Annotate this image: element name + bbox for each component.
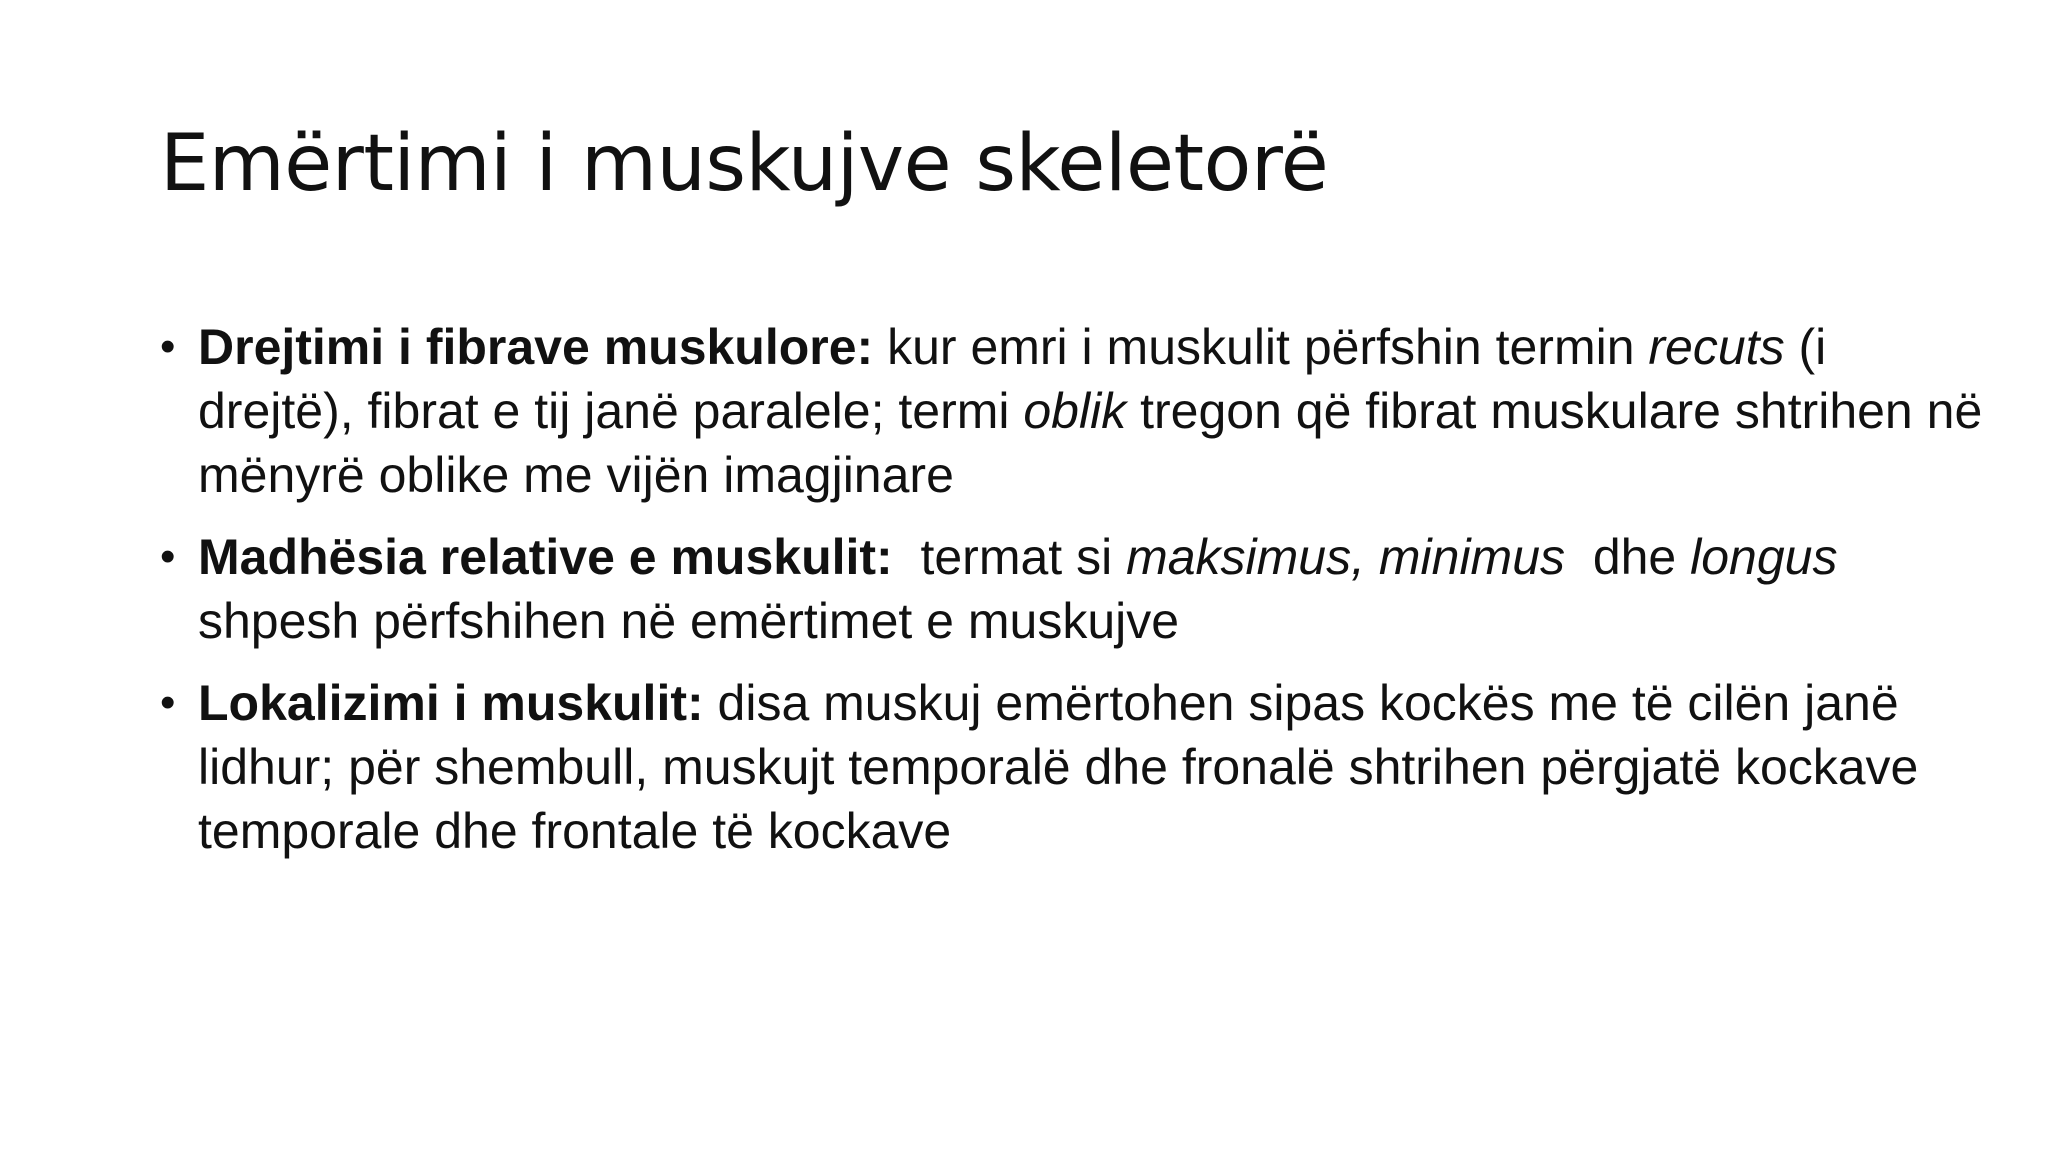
bullet-heading: Madhësia relative e muskulit: (198, 529, 893, 585)
bullet-text: disa muskuj emërtohen sipas kockës me të cilën janë lidhur; për shembull, muskujt temporalë dhe fronalë shtrihen përgjatë kockave temporale dhe frontale të kockave (198, 675, 1919, 859)
bullet-item-relative-size (160, 525, 1990, 653)
bullet-text: (i drejtë), fibrat e tij janë paralele; termi (198, 319, 1827, 439)
bullet-term: maksimus, minimus (1126, 529, 1566, 585)
slide-title: Emërtimi i muskujve skeletorë (160, 119, 1329, 209)
bullet-term: recuts (1648, 319, 1785, 375)
bullet-heading: Drejtimi i fibrave muskulore: (198, 319, 874, 375)
bullet-icon: • (160, 322, 176, 371)
bullet-icon: • (160, 678, 176, 727)
bullet-text: tregon që fibrat muskulare shtrihen në mënyrë oblike me vijën imagjinare (198, 383, 1983, 503)
bullet-list (160, 315, 1990, 881)
bullet-text: kur emri i muskulit përfshin termin (873, 319, 1649, 375)
bullet-term: longus (1690, 529, 1838, 585)
bullet-icon: • (160, 532, 176, 581)
bullet-text: termat si (892, 529, 1127, 585)
bullet-item-location (160, 671, 1990, 863)
bullet-term: oblik (1023, 383, 1127, 439)
bullet-text: dhe (1565, 529, 1691, 585)
bullet-text: shpesh përfshihen në emërtimet e muskujve (198, 593, 1180, 649)
bullet-heading: Lokalizimi i muskulit: (198, 675, 704, 731)
bullet-item-fiber-direction (160, 315, 1990, 507)
